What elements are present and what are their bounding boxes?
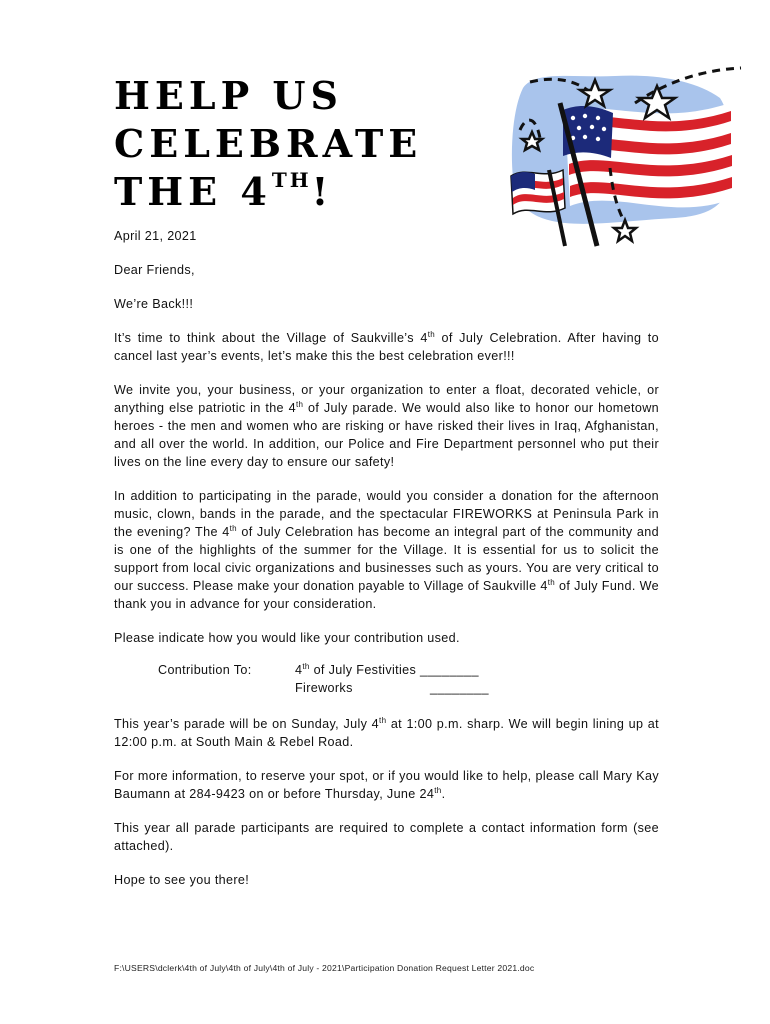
letter-closing: Hope to see you there! bbox=[114, 873, 250, 887]
letter-greeting: Dear Friends, bbox=[114, 263, 195, 277]
paragraph-parade-time: This year’s parade will be on Sunday, July 4th at 1:00 p.m. sharp. We will begin lining up at 12:00 p.m. at South Main & Rebel Road. bbox=[114, 716, 659, 749]
paragraph-contribution-prompt: Please indicate how you would like your contribution used. bbox=[114, 631, 460, 645]
title-line-2: CELEBRATE bbox=[114, 121, 423, 166]
title-exclamation: ! bbox=[311, 169, 334, 214]
paragraph-intro: It’s time to think about the Village of Saukville’s 4th of July Celebration. After having to cancel last year’s events, let’s make this the best celebration ever!!! bbox=[114, 330, 659, 363]
title-superscript: TH bbox=[271, 168, 312, 192]
file-path-footer: F:\USERS\dclerk\4th of July\4th of July\4th of July - 2021\Participation Donation Request Letter 2021.doc bbox=[114, 963, 535, 973]
contribution-options bbox=[114, 661, 659, 699]
contribution-label: Contribution To: bbox=[158, 663, 252, 677]
paragraph-contact-info: For more information, to reserve your spot, or if you would like to help, please call Mary Kay Baumann at 284-9423 on or before Thursday, June 24th. bbox=[114, 769, 659, 801]
paragraph-parade-invite: We invite you, your business, or your organization to enter a float, decorated vehicle, or anything else patriotic in the 4th of July parade. We would also like to honor our hometown heroes - the men and women who are risking or have risked their lives in Iraq, Afghanistan, and all over the world. In addition, our Police and Fire Department personnel who put their lives on the line every day to ensure our safety! bbox=[114, 383, 659, 469]
american-flag-stars-clipart bbox=[505, 58, 745, 248]
letter-body bbox=[114, 227, 659, 905]
contribution-option-fireworks: Fireworks bbox=[295, 681, 353, 695]
letter-date: April 21, 2021 bbox=[114, 229, 197, 243]
fireworks-blank-line: ________ bbox=[430, 681, 489, 695]
paragraph-contact-form: This year all parade participants are required to complete a contact information form (see attached). bbox=[114, 821, 659, 853]
page-title bbox=[114, 72, 504, 216]
letter-announcement: We’re Back!!! bbox=[114, 297, 194, 311]
paragraph-donation: In addition to participating in the parade, would you consider a donation for the afternoon music, clown, bands in the parade, and the spectacular FIREWORKS at Peninsula Park in the evening? The 4th of July Celebration has become an integral part of the community and is one of the highlights of the summer for the Village. It is essential for us to solicit the support from local civic organizations and businesses such as yours. You are very critical to our success. Please make your donation payable to Village of Saukville 4th of July Fund. We thank you in advance for your consideration. bbox=[114, 489, 660, 611]
title-line-3 bbox=[114, 168, 504, 216]
title-line-1: HELP US bbox=[114, 73, 343, 118]
large-flag bbox=[563, 103, 733, 207]
title-line-3-text: THE 4 bbox=[114, 169, 272, 214]
contribution-option-festivities: 4th of July Festivities ________ bbox=[295, 662, 479, 677]
